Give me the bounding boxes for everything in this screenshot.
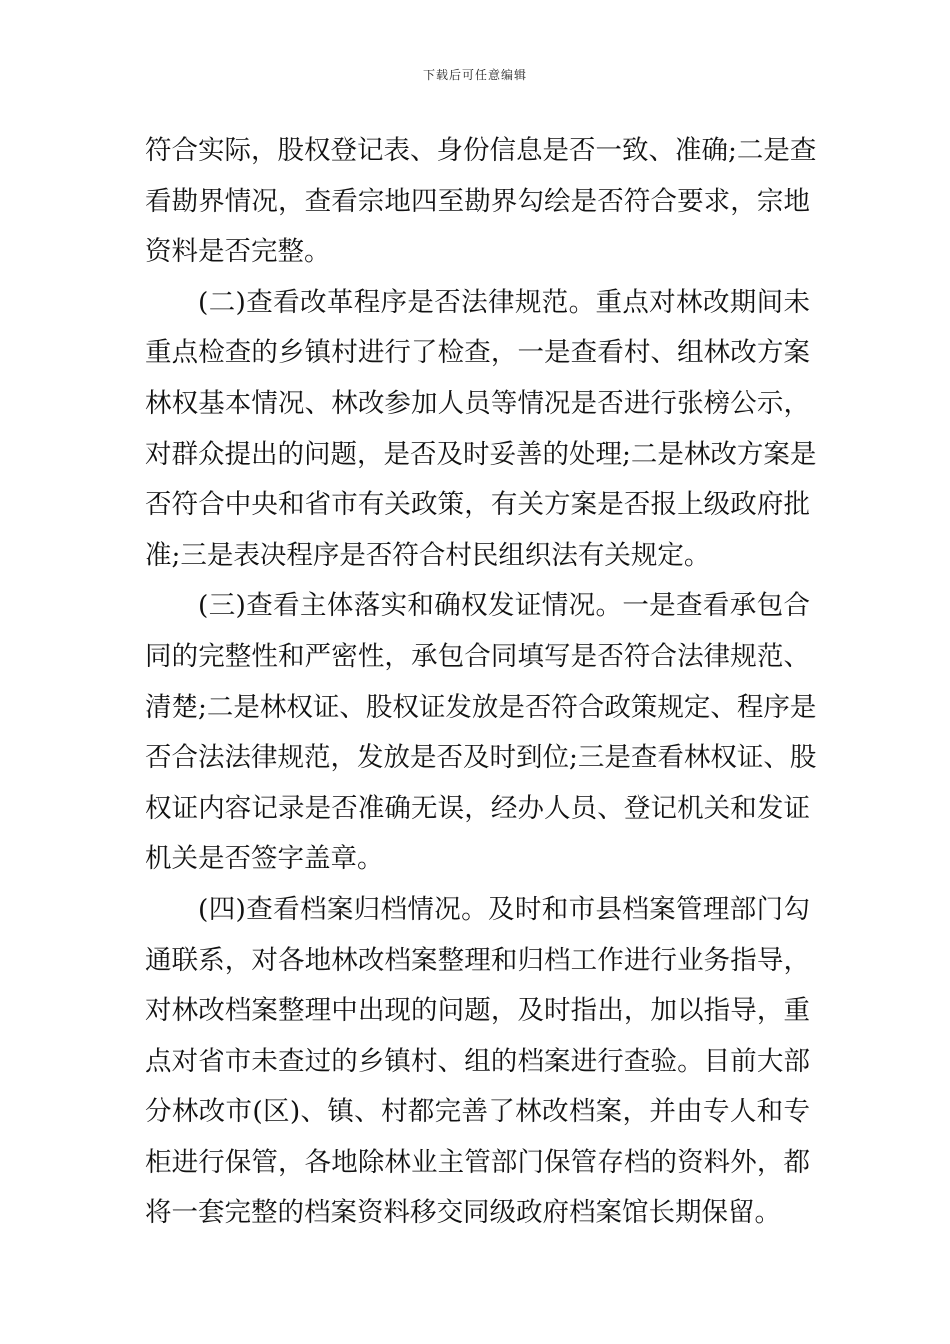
section-heading-line: (二)查看改革程序是否法律规范。重点对林改期间未 <box>198 286 810 318</box>
text-line: 资料是否完整。 <box>145 236 331 268</box>
paragraph-section-3 <box>145 581 817 885</box>
text-line: 对林改档案整理中出现的问题，及时指出，加以指导，重 <box>145 995 810 1027</box>
text-line: 将一套完整的档案资料移交同级政府档案馆长期保留。 <box>145 1197 781 1229</box>
text-line: 看勘界情况，查看宗地四至勘界勾绘是否符合要求，宗地 <box>145 185 810 217</box>
text-line: 对群众提出的问题，是否及时妥善的处理;二是林改方案是 <box>145 438 817 470</box>
page-header: 下载后可任意编辑 <box>422 68 527 82</box>
text-line: 清楚;二是林权证、股权证发放是否符合政策规定、程序是 <box>145 691 817 723</box>
paragraph-section-4 <box>145 885 810 1239</box>
document-body <box>145 126 817 1239</box>
text-line: 否合法法律规范，发放是否及时到位;三是查看林权证、股 <box>145 742 817 774</box>
paragraph-section-2 <box>145 278 817 582</box>
paragraph-continuation <box>145 126 817 278</box>
text-line: 准;三是表决程序是否符合村民组织法有关规定。 <box>145 539 711 571</box>
text-line: 点对省市未查过的乡镇村、组的档案进行查验。目前大部 <box>145 1045 810 1077</box>
text-line: 否符合中央和省市有关政策，有关方案是否报上级政府批 <box>145 489 810 521</box>
text-line: 通联系，对各地林改档案整理和归档工作进行业务指导， <box>145 944 810 976</box>
text-line: 机关是否签字盖章。 <box>145 843 384 875</box>
text-line: 分林改市(区)、镇、村都完善了林改档案，并由专人和专 <box>145 1096 810 1128</box>
text-line: 权证内容记录是否准确无误，经办人员、登记机关和发证 <box>145 792 810 824</box>
text-line: 林权基本情况、林改参加人员等情况是否进行张榜公示， <box>145 387 810 419</box>
text-line: 柜进行保管，各地除林业主管部门保管存档的资料外，都 <box>145 1146 810 1178</box>
section-heading-line: (三)查看主体落实和确权发证情况。一是查看承包合 <box>198 590 810 622</box>
section-heading-line: (四)查看档案归档情况。及时和市县档案管理部门勾 <box>198 893 810 925</box>
text-line: 同的完整性和严密性，承包合同填写是否符合法律规范、 <box>145 640 810 672</box>
text-line: 符合实际，股权登记表、身份信息是否一致、准确;二是查 <box>145 135 817 166</box>
text-line: 重点检查的乡镇村进行了检查，一是查看村、组林改方案 <box>145 337 810 369</box>
